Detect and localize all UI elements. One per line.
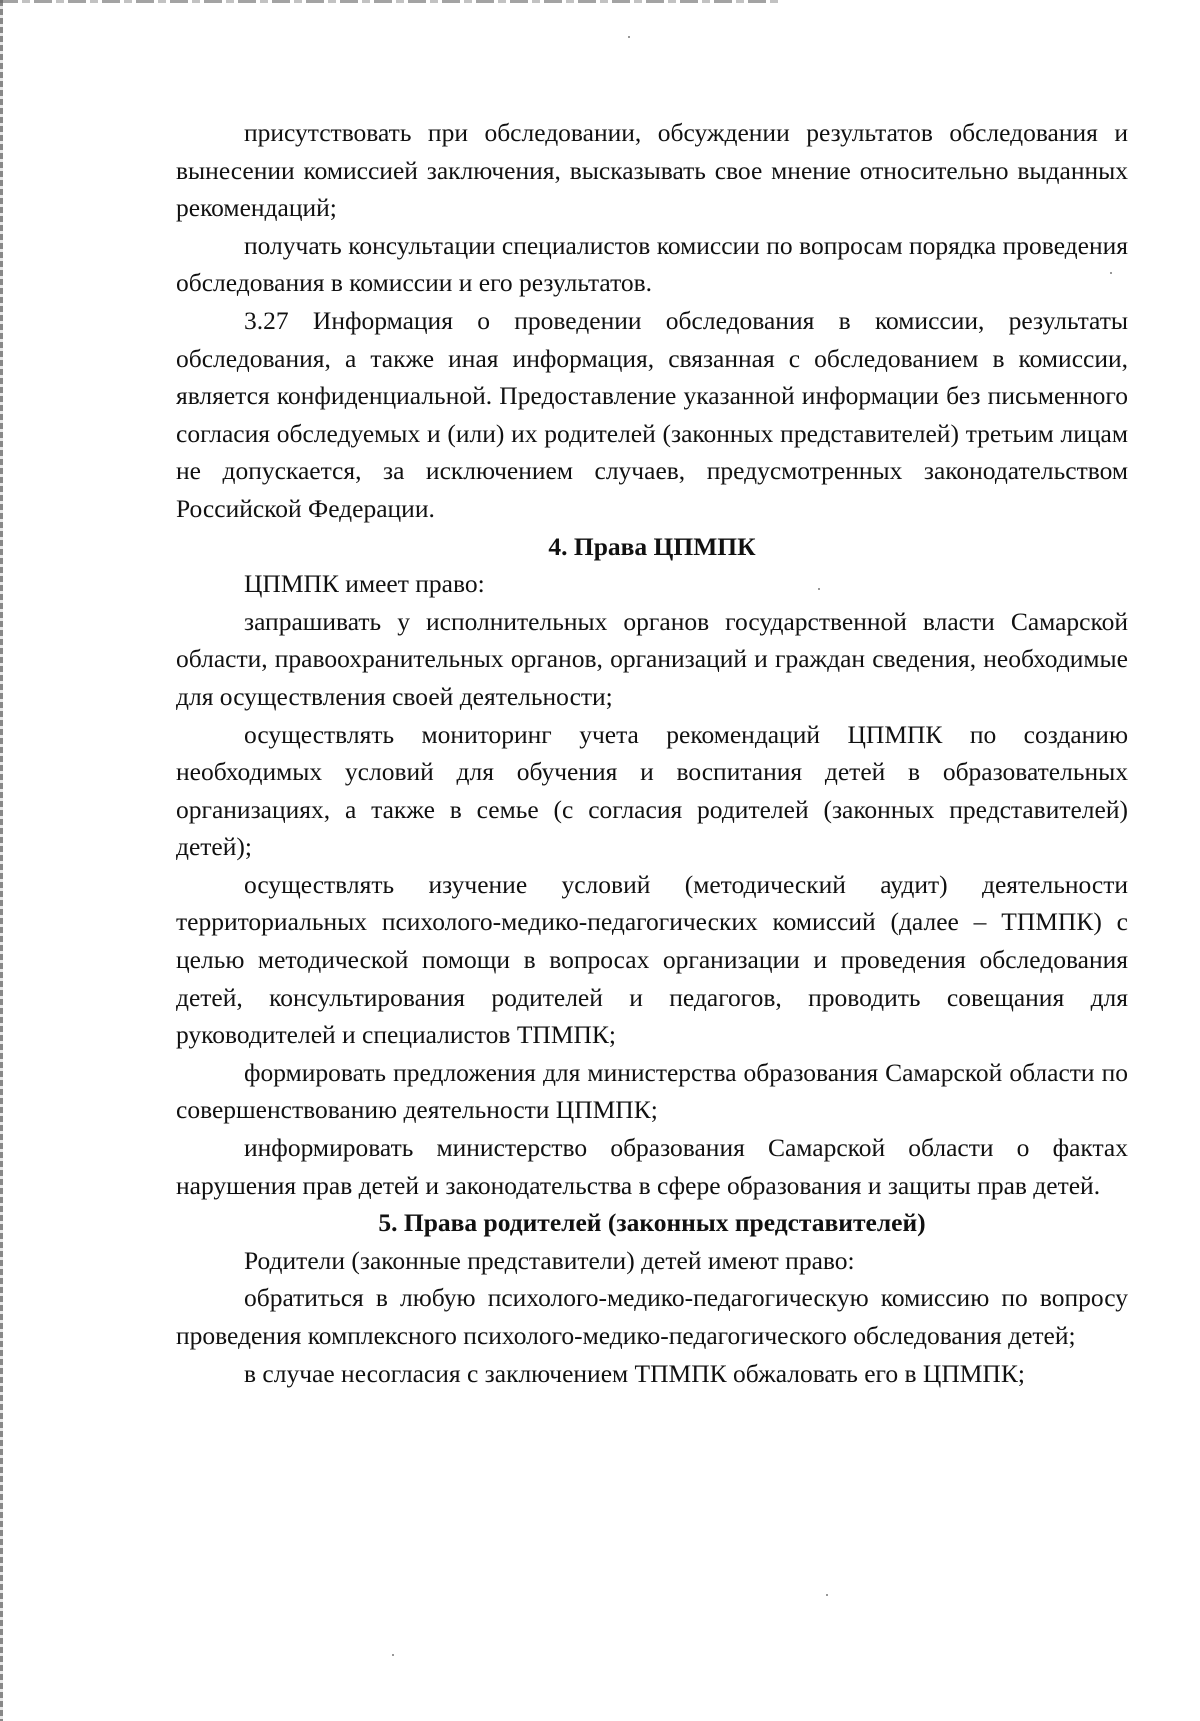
paragraph: в случае несогласия с заключением ТПМПК обжаловать его в ЦПМПК; [244,1358,1025,1388]
paragraph: присутствовать при обследовании, обсуждении результатов обследования и вынесении комиссией заключения, высказывать свое мнение относительно выданных рекомендаций; [176,118,1128,223]
section-heading: 4. Права ЦПМПК [548,531,756,561]
document-body [176,114,1128,1392]
scan-speck [392,1654,394,1656]
paragraph: осуществлять мониторинг учета рекомендаций ЦПМПК по созданию необходимых условий для обучения и воспитания детей в образовательных организациях, а также в семье (с согласия родителей (законных представителей) детей); [176,719,1128,862]
paragraph: информировать министерство образования Самарской области о фактах нарушения прав детей и законодательства в сфере образования и защиты прав детей. [176,1133,1128,1200]
scan-top-edge [0,0,780,3]
section-heading: 5. Права родителей (законных представителей) [378,1208,926,1238]
paragraph: запрашивать у исполнительных органов государственной власти Самарской области, правоохранительных органов, организаций и граждан сведения, необходимые для осуществления своей деятельности; [176,606,1128,711]
scan-speck [628,36,630,38]
scan-left-edge [0,0,3,1721]
paragraph: обратиться в любую психолого-медико-педагогическую комиссию по вопросу проведения комплексного психолого-медико-педагогического обследования детей; [176,1283,1128,1350]
paragraph: 3.27 Информация о проведении обследования в комиссии, результаты обследования, а также иная информация, связанная с обследованием в комиссии, является конфиденциальной. Предоставление указанной информации без письменного согласия обследуемых и (или) их родителей (законных представителей) третьим лицам не допускается, за исключением случаев, предусмотренных законодательством Российской Федерации. [176,305,1128,523]
paragraph: Родители (законные представители) детей имеют право: [244,1245,855,1275]
paragraph: осуществлять изучение условий (методический аудит) деятельности территориальных психолого-медико-педагогических комиссий (далее – ТПМПК) с целью методической помощи в вопросах организации и проведения обследования детей, консультирования родителей и педагогов, проводить совещания для руководителей и специалистов ТПМПК; [176,869,1128,1050]
paragraph: ЦПМПК имеет право: [244,569,485,599]
scan-speck [826,1594,828,1596]
paragraph: получать консультации специалистов комиссии по вопросам порядка проведения обследования в комиссии и его результатов. [176,230,1128,298]
paragraph: формировать предложения для министерства образования Самарской области по совершенствованию деятельности ЦПМПК; [176,1057,1128,1125]
